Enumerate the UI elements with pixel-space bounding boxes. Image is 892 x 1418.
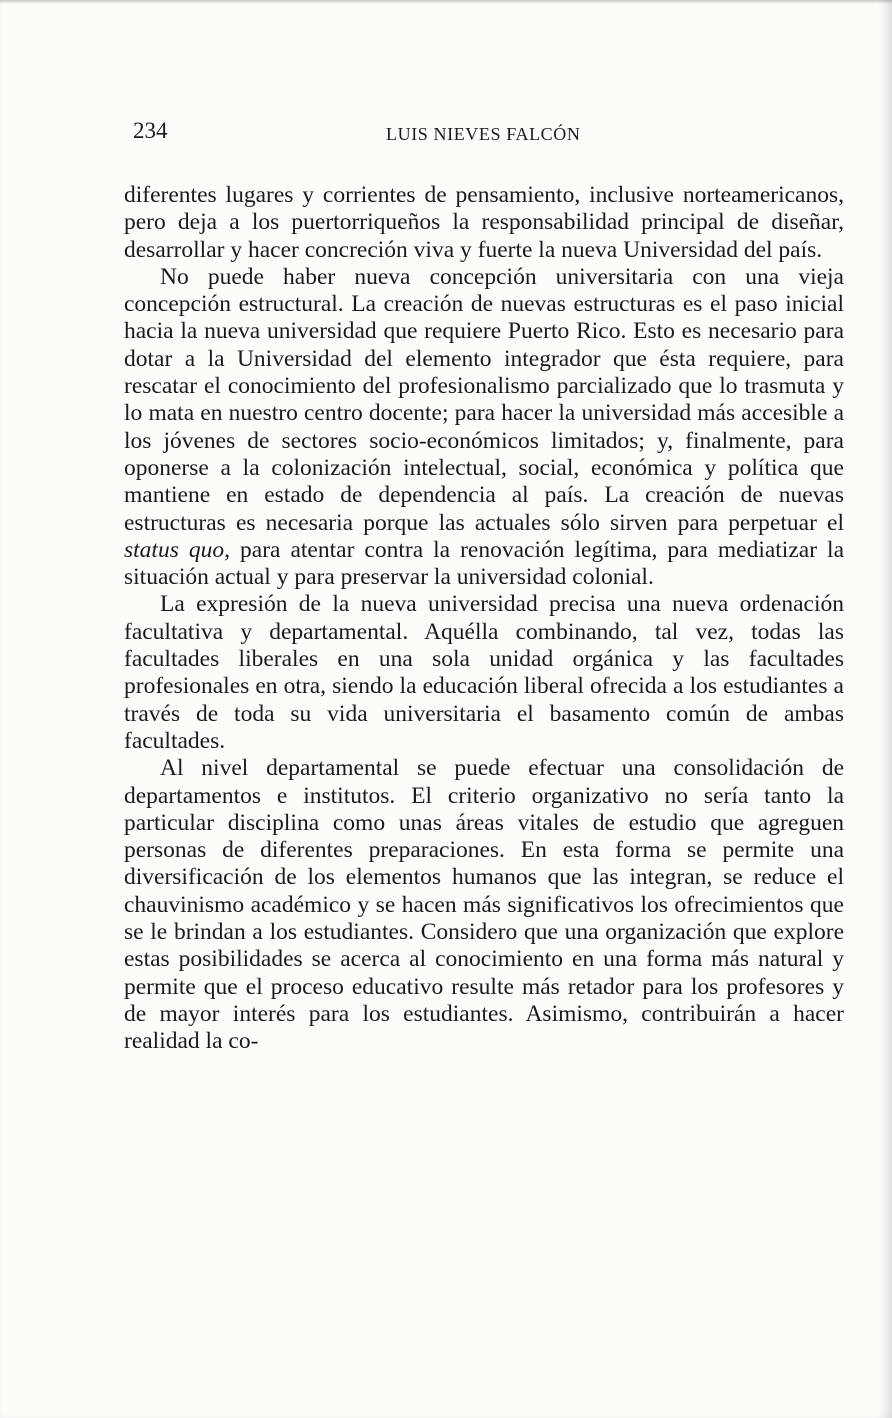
paragraph-1: diferentes lugares y corrientes de pensamiento, inclusive norteamericanos, pero deja a los puertorriqueños la responsabilidad principal de diseñar, desarrollar y hacer concreción viva y fuerte la nueva Universidad del país. — [124, 182, 844, 263]
page-top-edge — [0, 0, 892, 4]
body-text — [124, 182, 844, 1056]
paragraph-4: Al nivel departamental se puede efectuar una consolidación de departamentos e institutos. El criterio organizativo no sería tanto la particular disciplina como unas áreas vitales de estudio que agreguen personas de diferentes preparaciones. En esta forma se permite una diversificación de los elementos humanos que las integran, se reduce el chauvinismo académico y se hacen más significativos los ofrecimientos que se le brindan a los estudiantes. Considero que una organización que explore estas posibilidades se acerca al conocimiento en una forma más natural y permite que el proceso educativo resulte más retador para los profesores y de mayor interés para los estudiantes. Asimismo, contribuirán a hacer realidad la co- — [124, 755, 844, 1055]
status-quo-italic: status quo, — [124, 536, 230, 563]
page-edge-shadow — [878, 0, 892, 1418]
page-number: 234 — [133, 118, 168, 143]
paragraph-2-text-before: No puede haber nueva concepción universitaria con una vieja concepción estructural. La creación de nuevas estructuras es el paso inicial hacia la nueva universidad que requiere Puerto Rico. Esto es necesario para dotar a la Universidad del elemento integrador que ésta requiere, para rescatar el conocimiento del profesionalismo parcializado que lo trasmuta y lo mata en nuestro centro docente; para hacer la universidad más accesible a los jóvenes de sectores socio-económicos limitados; y, finalmente, para oponerse a la colonización intelectual, social, económica y política que mantiene en estado de dependencia al país. La creación de nuevas estructuras es necesaria porque las actuales sólo sirven para perpetuar el — [124, 263, 844, 536]
paragraph-3: La expresión de la nueva universidad precisa una nueva ordenación facultativa y departamental. Aquélla combinando, tal vez, todas las facultades liberales en una sola unidad orgánica y las facultades profesionales en otra, siendo la educación liberal ofrecida a los estudiantes a través de toda su vida universitaria el basamento común de ambas facultades. — [124, 591, 844, 754]
paragraph-2 — [124, 264, 844, 592]
running-title: LUIS NIEVES FALCÓN — [386, 124, 581, 144]
running-head — [133, 118, 853, 152]
paragraph-2-text-after: para atentar contra la renovación legítima, para mediatizar la situación actual y para preservar la universidad colonial. — [124, 536, 845, 591]
